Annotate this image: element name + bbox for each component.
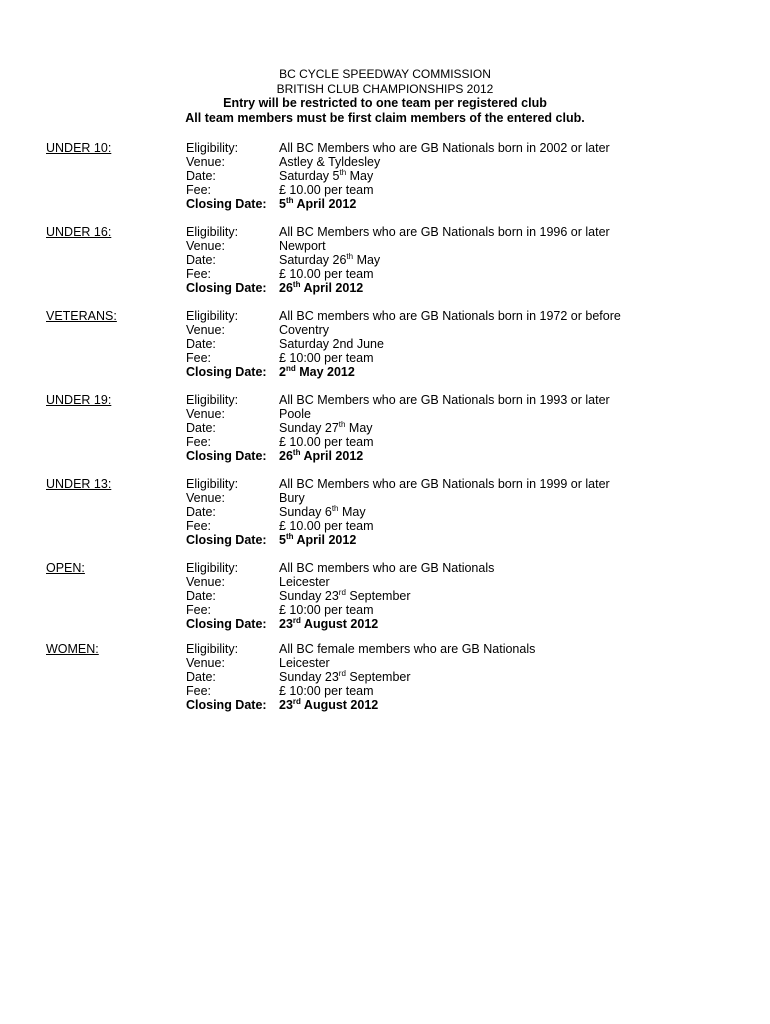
closing-date-row: [0, 449, 770, 463]
eligibility-label: Eligibility:: [186, 141, 239, 155]
date-row: [0, 505, 770, 519]
eligibility-row: [0, 141, 770, 155]
eligibility-value: All BC Members who are GB Nationals born in 1996 or later: [279, 225, 610, 239]
date-value: Saturday 5th May: [279, 168, 374, 183]
date-label: Date:: [186, 505, 216, 519]
venue-label: Venue:: [186, 575, 225, 589]
eligibility-row: [0, 561, 770, 575]
closing-date-row: [0, 533, 770, 547]
date-value: Sunday 27th May: [279, 420, 373, 435]
venue-value: Poole: [279, 407, 311, 421]
venue-label: Venue:: [186, 155, 225, 169]
eligibility-label: Eligibility:: [186, 642, 239, 656]
eligibility-label: Eligibility:: [186, 561, 239, 575]
fee-label: Fee:: [186, 267, 212, 281]
date-value: Sunday 6th May: [279, 504, 366, 519]
category-label: WOMEN:: [46, 642, 99, 656]
date-row: [0, 337, 770, 351]
section-under-10: [0, 141, 770, 213]
section-veterans: [0, 309, 770, 381]
fee-label: Fee:: [186, 183, 212, 197]
closing-date-value: 26th April 2012: [279, 448, 364, 463]
date-row: [0, 589, 770, 603]
eligibility-value: All BC Members who are GB Nationals born in 1999 or later: [279, 477, 610, 491]
date-label: Date:: [186, 421, 216, 435]
venue-row: [0, 656, 770, 670]
date-label: Date:: [186, 253, 216, 267]
category-label: UNDER 10:: [46, 141, 112, 155]
venue-row: [0, 407, 770, 421]
eligibility-label: Eligibility:: [186, 393, 239, 407]
fee-label: Fee:: [186, 519, 212, 533]
venue-row: [0, 491, 770, 505]
category-label: OPEN:: [46, 561, 85, 575]
fee-value: £ 10.00 per team: [279, 183, 374, 197]
venue-row: [0, 323, 770, 337]
closing-date-label: Closing Date:: [186, 617, 267, 631]
date-row: [0, 253, 770, 267]
closing-date-row: [0, 197, 770, 211]
closing-date-label: Closing Date:: [186, 533, 267, 547]
date-label: Date:: [186, 169, 216, 183]
eligibility-label: Eligibility:: [186, 225, 239, 239]
header-title: BC CYCLE SPEEDWAY COMMISSION: [279, 67, 491, 81]
fee-value: £ 10:00 per team: [279, 351, 374, 365]
eligibility-row: [0, 309, 770, 323]
closing-date-value: 23rd August 2012: [279, 697, 379, 712]
venue-row: [0, 575, 770, 589]
date-label: Date:: [186, 337, 216, 351]
venue-label: Venue:: [186, 239, 225, 253]
closing-date-label: Closing Date:: [186, 449, 267, 463]
fee-value: £ 10.00 per team: [279, 519, 374, 533]
fee-row: [0, 603, 770, 617]
section-under-19: [0, 393, 770, 465]
category-label: UNDER 19:: [46, 393, 112, 407]
date-value: Sunday 23rd September: [279, 669, 411, 684]
fee-row: [0, 267, 770, 281]
eligibility-label: Eligibility:: [186, 477, 239, 491]
date-label: Date:: [186, 670, 216, 684]
eligibility-label: Eligibility:: [186, 309, 239, 323]
venue-value: Bury: [279, 491, 305, 505]
section-open: [0, 561, 770, 633]
eligibility-value: All BC Members who are GB Nationals born in 2002 or later: [279, 141, 610, 155]
venue-value: Astley & Tyldesley: [279, 155, 381, 169]
eligibility-row: [0, 477, 770, 491]
eligibility-row: [0, 642, 770, 656]
date-row: [0, 169, 770, 183]
header-subtitle: BRITISH CLUB CHAMPIONSHIPS 2012: [276, 81, 494, 96]
closing-date-value: 5th April 2012: [279, 196, 357, 211]
section-women: [0, 642, 770, 714]
category-label: VETERANS:: [46, 309, 117, 323]
venue-value: Coventry: [279, 323, 330, 337]
eligibility-value: All BC Members who are GB Nationals born in 1993 or later: [279, 393, 610, 407]
closing-date-value: 2nd May 2012: [279, 364, 355, 379]
header-restriction-note: Entry will be restricted to one team per registered club: [223, 96, 547, 110]
eligibility-row: [0, 225, 770, 239]
venue-label: Venue:: [186, 407, 225, 421]
closing-date-label: Closing Date:: [186, 281, 267, 295]
fee-row: [0, 183, 770, 197]
fee-row: [0, 519, 770, 533]
date-row: [0, 421, 770, 435]
section-under-16: [0, 225, 770, 297]
date-value: Saturday 2nd June: [279, 337, 384, 351]
section-under-13: [0, 477, 770, 549]
closing-date-row: [0, 698, 770, 712]
date-label: Date:: [186, 589, 216, 603]
fee-label: Fee:: [186, 351, 212, 365]
eligibility-row: [0, 393, 770, 407]
venue-value: Leicester: [279, 656, 330, 670]
closing-date-row: [0, 365, 770, 379]
venue-label: Venue:: [186, 323, 225, 337]
category-label: UNDER 13:: [46, 477, 112, 491]
header-membership-note: All team members must be first claim members of the entered club.: [185, 110, 585, 125]
fee-row: [0, 684, 770, 698]
fee-value: £ 10.00 per team: [279, 267, 374, 281]
closing-date-value: 26th April 2012: [279, 280, 364, 295]
closing-date-row: [0, 617, 770, 631]
closing-date-value: 23rd August 2012: [279, 616, 379, 631]
fee-label: Fee:: [186, 603, 212, 617]
eligibility-value: All BC female members who are GB Nationals: [279, 642, 536, 656]
fee-label: Fee:: [186, 684, 212, 698]
closing-date-value: 5th April 2012: [279, 532, 357, 547]
venue-label: Venue:: [186, 491, 225, 505]
fee-value: £ 10:00 per team: [279, 684, 374, 698]
venue-value: Newport: [279, 239, 326, 253]
document-header: [0, 67, 770, 125]
eligibility-value: All BC members who are GB Nationals: [279, 561, 495, 575]
closing-date-row: [0, 281, 770, 295]
venue-row: [0, 239, 770, 253]
fee-row: [0, 351, 770, 365]
fee-label: Fee:: [186, 435, 212, 449]
venue-row: [0, 155, 770, 169]
date-value: Saturday 26th May: [279, 252, 381, 267]
venue-value: Leicester: [279, 575, 330, 589]
fee-row: [0, 435, 770, 449]
fee-value: £ 10.00 per team: [279, 435, 374, 449]
date-row: [0, 670, 770, 684]
date-value: Sunday 23rd September: [279, 588, 411, 603]
closing-date-label: Closing Date:: [186, 365, 267, 379]
venue-label: Venue:: [186, 656, 225, 670]
closing-date-label: Closing Date:: [186, 197, 267, 211]
closing-date-label: Closing Date:: [186, 698, 267, 712]
eligibility-value: All BC members who are GB Nationals born in 1972 or before: [279, 309, 621, 323]
fee-value: £ 10:00 per team: [279, 603, 374, 617]
category-label: UNDER 16:: [46, 225, 112, 239]
